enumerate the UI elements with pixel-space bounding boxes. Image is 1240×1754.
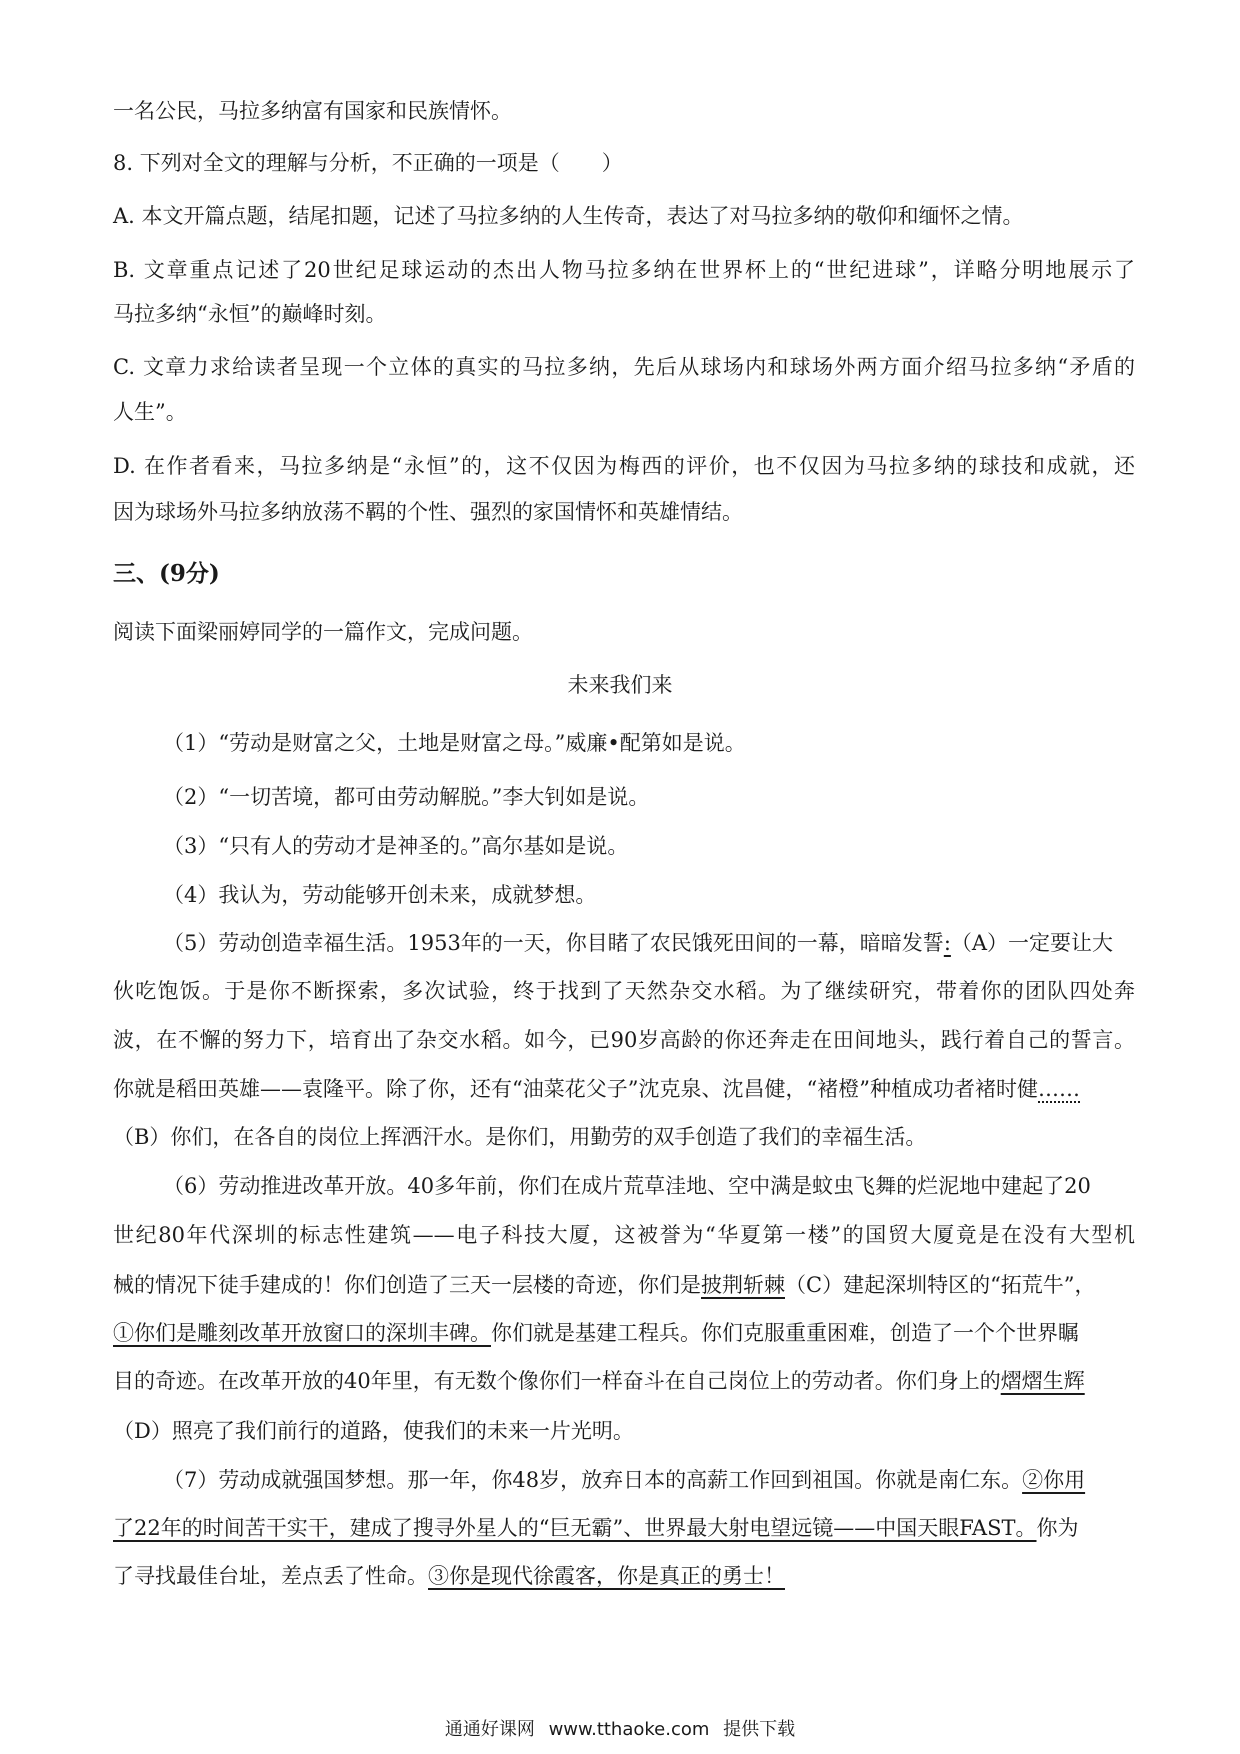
text-segment: 你为 <box>1036 1516 1079 1540</box>
essay-paragraph-7-line <box>113 1561 785 1591</box>
text-segment: （7）劳动成就强国梦想。那一年，你48岁，放弃日本的高薪工作回到祖国。你就是南仁东。 <box>163 1468 1023 1492</box>
reading-instruction: 阅读下面梁丽婷同学的一篇作文，完成问题。 <box>113 620 533 644</box>
text-segment: （A）一定要让大 <box>950 931 1114 955</box>
question-8-stem: 8. 下列对全文的理解与分析，不正确的一项是（ ） <box>113 151 623 175</box>
question-8-option-d-cont: 因为球场外马拉多纳放荡不羁的个性、强烈的家国情怀和英雄情结。 <box>113 500 743 524</box>
question-8-option-a: A. 本文开篇点题，结尾扣题，记述了马拉多纳的人生传奇，表达了对马拉多纳的敬仰和缅怀之情。 <box>113 204 1024 228</box>
essay-paragraph-6-line <box>113 1318 1079 1348</box>
essay-paragraph-7 <box>163 1465 1085 1495</box>
footer-site-url[interactable]: www.tthaoke.com <box>548 1719 710 1740</box>
text-segment: 你就是稻田英雄——袁隆平。除了你，还有“油菜花父子”沈克泉、沈昌健，“褚橙”种植成功者褚时健 <box>113 1077 1038 1101</box>
essay-paragraph-1: （1）“劳动是财富之父，土地是财富之母。”威廉•配第如是说。 <box>163 731 746 755</box>
essay-paragraph-6-line: （D）照亮了我们前行的道路，使我们的未来一片光明。 <box>113 1419 634 1443</box>
underlined-sentence-2-cont: 了22年的时间苦干实干，建成了搜寻外星人的“巨无霸”、世界最大射电望远镜——中国天眼FAST。 <box>113 1516 1037 1540</box>
underlined-sentence-1: ①你们是雕刻改革开放窗口的深圳丰碑。 <box>113 1321 491 1345</box>
essay-paragraph-7-line <box>113 1513 1079 1543</box>
essay-paragraph-6-line: 世纪80年代深圳的标志性建筑——电子科技大厦，这被誉为“华夏第一楼”的国贸大厦竟是在没有大型机 <box>113 1223 1135 1247</box>
text-line: 一名公民，马拉多纳富有国家和民族情怀。 <box>113 99 512 123</box>
dotted-ellipsis-b: …… <box>1037 1077 1080 1101</box>
footer-site-name: 通通好课网 <box>444 1719 535 1740</box>
underlined-idiom-c: 披荆斩棘 <box>701 1273 785 1297</box>
underlined-punctuation-a: : <box>943 931 951 955</box>
essay-paragraph-5-line <box>113 1074 1080 1104</box>
text-segment: 了寻找最佳台址，差点丢了性命。 <box>113 1564 428 1588</box>
section-heading: 三、(9分) <box>113 560 220 587</box>
underlined-sentence-3: ③你是现代徐霞客，你是真正的勇士！ <box>428 1564 785 1588</box>
essay-paragraph-3: （3）“只有人的劳动才是神圣的。”高尔基如是说。 <box>163 834 629 858</box>
essay-paragraph-4: （4）我认为，劳动能够开创未来，成就梦想。 <box>163 883 597 907</box>
question-8-option-c: C. 文章力求给读者呈现一个立体的真实的马拉多纳，先后从球场内和球场外两方面介绍马拉多纳“矛盾的 <box>113 355 1135 379</box>
essay-paragraph-2: （2）“一切苦境，都可由劳动解脱。”李大钊如是说。 <box>163 785 650 809</box>
essay-paragraph-6: （6）劳动推进改革开放。40多年前，你们在成片荒草洼地、空中满是蚊虫飞舞的烂泥地中建起了20 <box>163 1174 1091 1198</box>
text-segment: （5）劳动创造幸福生活。1953年的一天，你目睹了农民饿死田间的一幕，暗暗发誓 <box>163 931 944 955</box>
text-segment: 械的情况下徒手建成的！你们创造了三天一层楼的奇迹，你们是 <box>113 1273 701 1297</box>
essay-paragraph-5 <box>163 928 1113 958</box>
underlined-idiom-d: 熠熠生辉 <box>1000 1369 1085 1393</box>
essay-paragraph-5-line: 伙吃饱饭。于是你不断探索，多次试验，终于找到了天然杂交水稻。为了继续研究，带着你的团队四处奔 <box>113 979 1135 1003</box>
essay-paragraph-6-line <box>113 1270 1096 1300</box>
text-segment: （C）建起深圳特区的“拓荒牛”， <box>785 1273 1096 1297</box>
essay-title: 未来我们来 <box>567 673 673 697</box>
text-segment: 你们就是基建工程兵。你们克服重重困难，创造了一个个世界瞩 <box>491 1321 1079 1345</box>
question-8-option-c-cont: 人生”。 <box>113 400 187 424</box>
question-8-option-b: B. 文章重点记述了20世纪足球运动的杰出人物马拉多纳在世界杯上的“世纪进球”，详略分明地展示了 <box>113 258 1135 282</box>
text-segment: 目的奇迹。在改革开放的40年里，有无数个像你们一样奋斗在自己岗位上的劳动者。你们身上的 <box>113 1369 1001 1393</box>
essay-paragraph-5-line: 波，在不懈的努力下，培育出了杂交水稻。如今，已90岁高龄的你还奔走在田间地头，践行着自己的誓言。 <box>113 1028 1135 1052</box>
footer-tagline: 提供下载 <box>723 1719 796 1740</box>
question-8-option-b-cont: 马拉多纳“永恒”的巅峰时刻。 <box>113 302 387 326</box>
essay-paragraph-6-line <box>113 1366 1085 1396</box>
essay-paragraph-5-line: （B）你们，在各自的岗位上挥洒汗水。是你们，用勤劳的双手创造了我们的幸福生活。 <box>113 1125 927 1149</box>
question-8-option-d: D. 在作者看来，马拉多纳是“永恒”的，这不仅因为梅西的评价，也不仅因为马拉多纳的球技和成就，还 <box>113 454 1135 478</box>
underlined-sentence-2: ②你用 <box>1022 1468 1086 1492</box>
page-footer <box>0 1718 1240 1742</box>
